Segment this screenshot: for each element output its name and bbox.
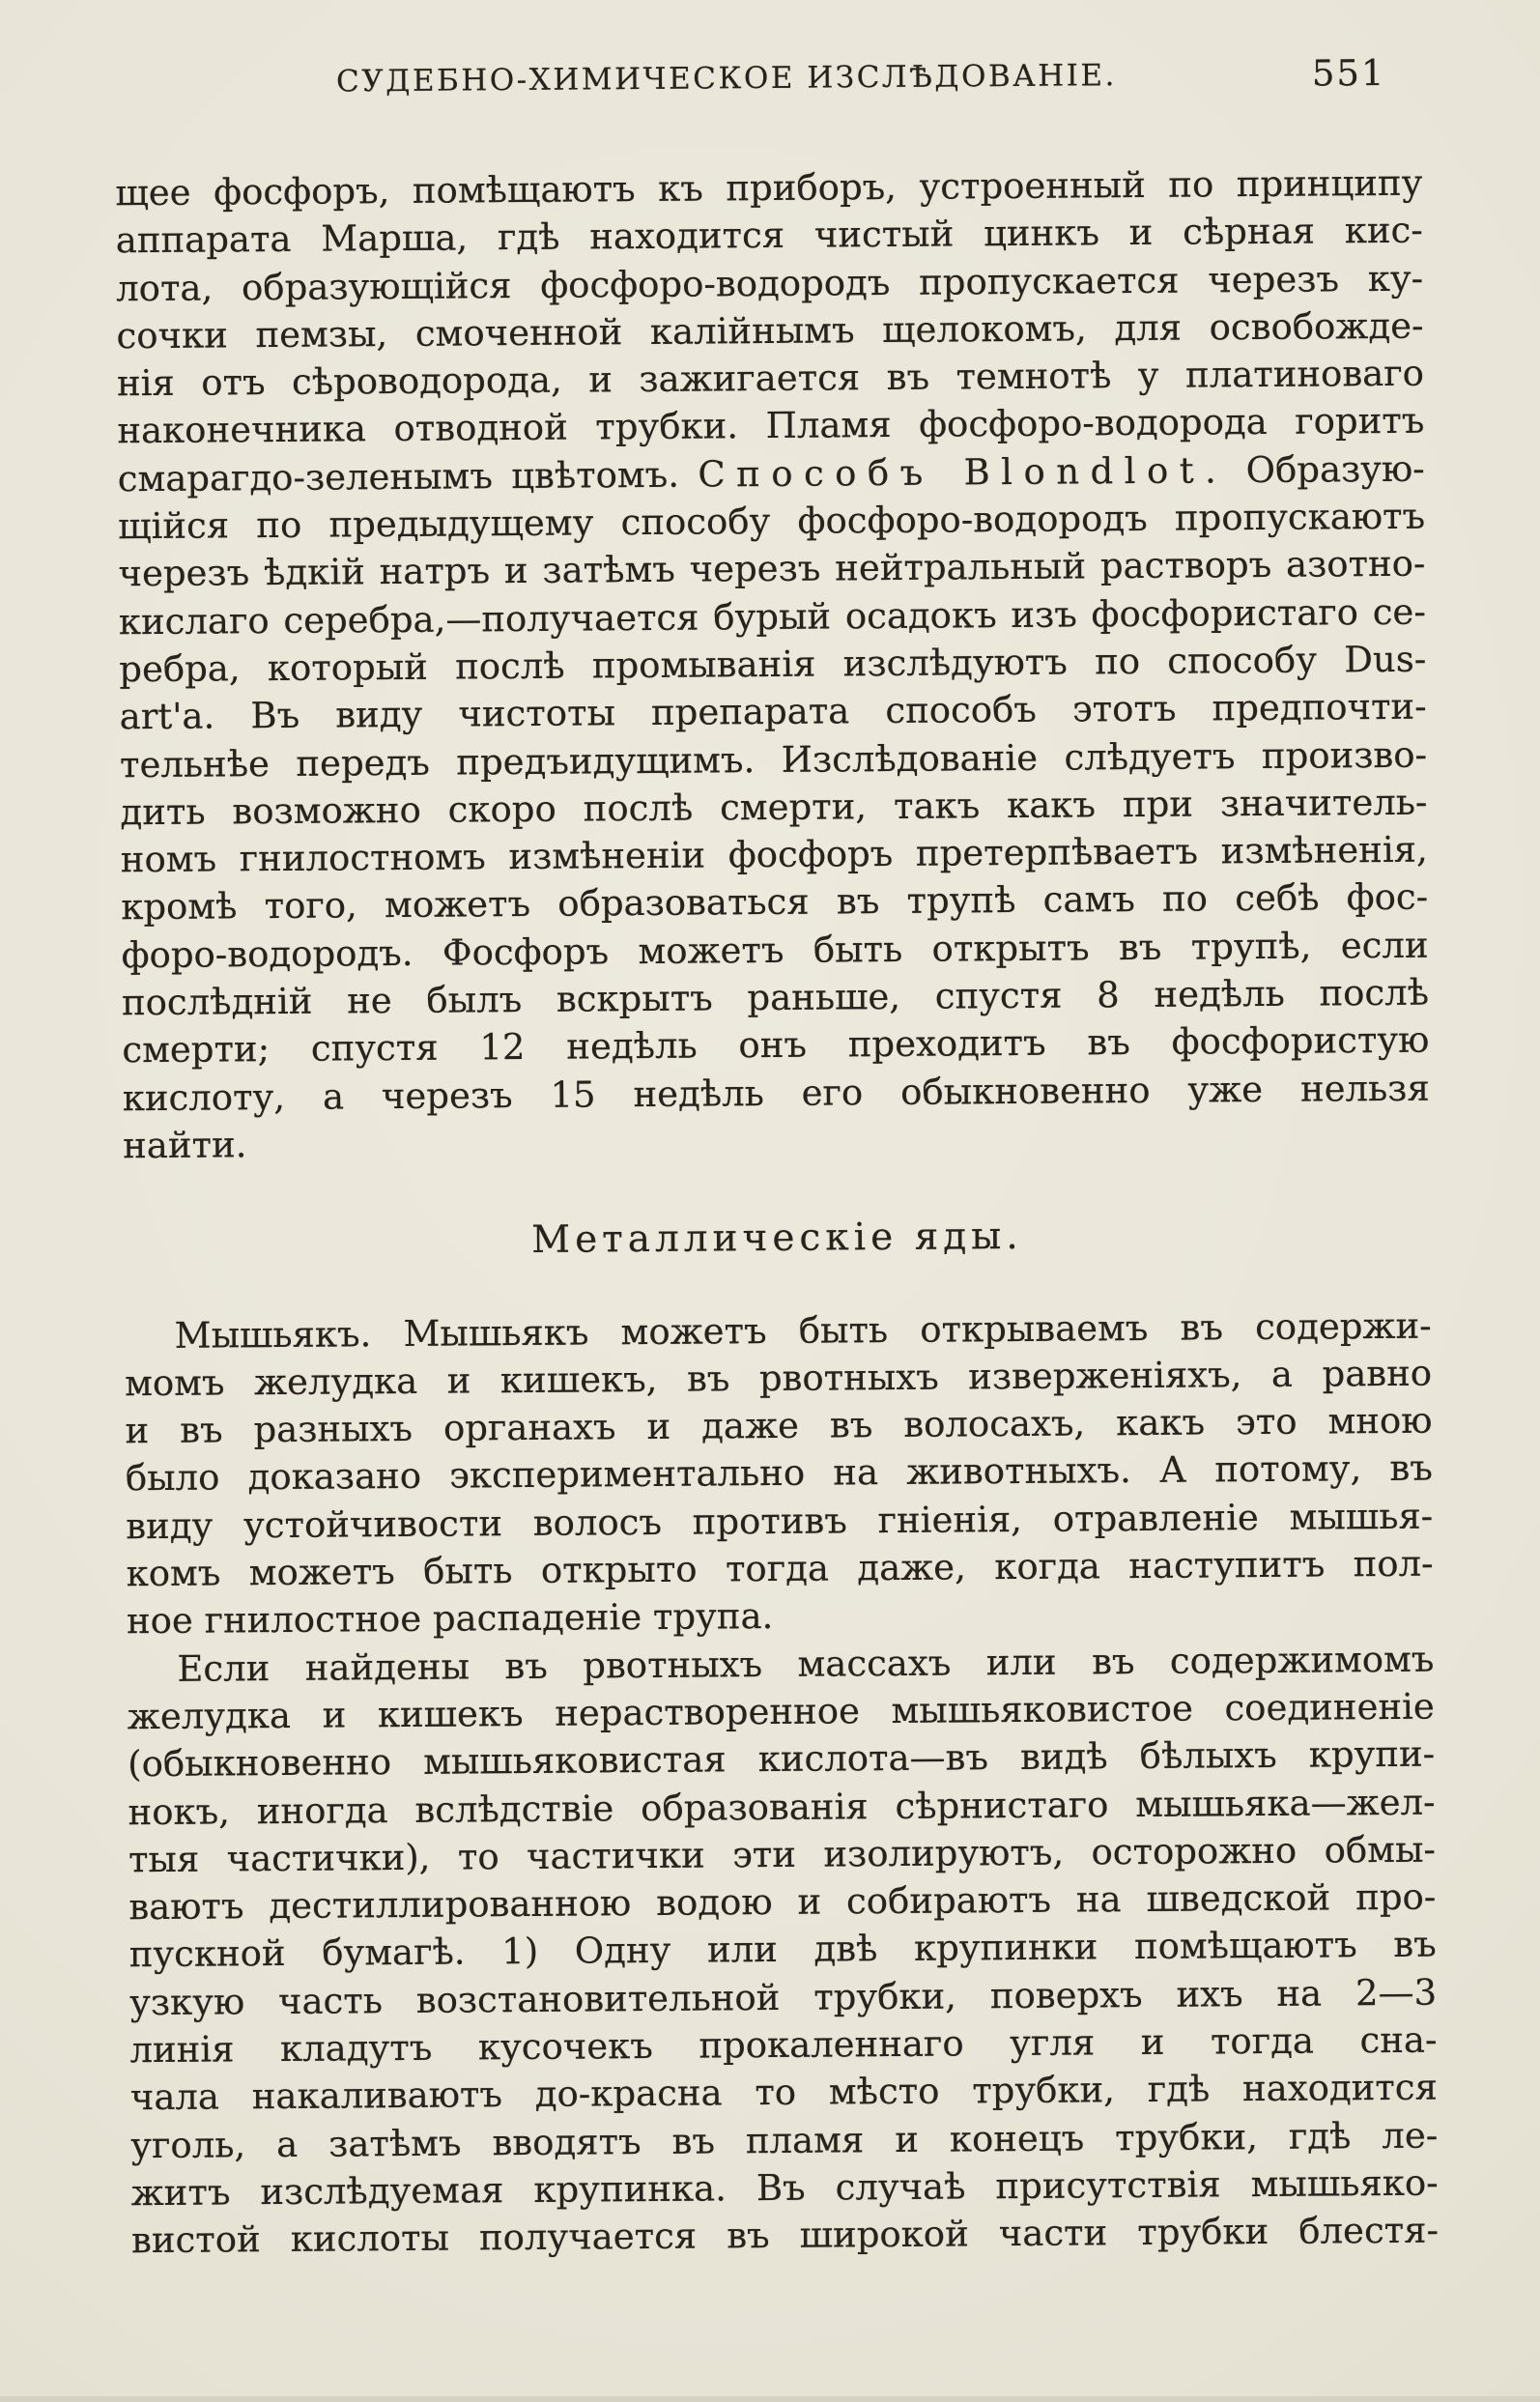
text-line: лота, образующійся фосфоро-водородъ пропускается черезъ ку- bbox=[116, 257, 1424, 309]
text-line: щее фосфоръ, помѣщаютъ къ приборъ, устроенный по принципу bbox=[115, 161, 1423, 214]
section-heading: Металлическіе яды. bbox=[531, 1215, 1023, 1263]
text-line: виду устойчивости волосъ противъ гніенія, отравленіе мышья- bbox=[126, 1495, 1434, 1547]
text-line: тыя частички), то частички эти изолируютъ, осторожно обмы- bbox=[128, 1828, 1437, 1881]
text-line: комъ можетъ быть открыто тогда даже, когда наступитъ пол- bbox=[126, 1542, 1434, 1595]
text-line: ребра, который послѣ промыванія изслѣдуютъ по способу Dus- bbox=[119, 638, 1427, 691]
text-line: вистой кислоты получается въ широкой части трубки блестя- bbox=[130, 2209, 1440, 2262]
emphasized-method-name: Способъ Blondlot. bbox=[698, 449, 1228, 496]
text-line: найти. bbox=[122, 1124, 247, 1167]
text-line: ваютъ дестиллированною водою и собираютъ на шведской про- bbox=[128, 1875, 1437, 1929]
text-line: момъ желудка и кишекъ, въ рвотныхъ изверженіяхъ, а равно bbox=[124, 1352, 1433, 1405]
text-line: смарагдо-зеленымъ цвѣтомъ. Способъ Blondlot. Образую- bbox=[117, 447, 1425, 500]
text-line: и въ разныхъ органахъ и даже въ волосахъ, какъ это мною bbox=[125, 1399, 1433, 1452]
text-line: (обыкновенно мышьяковистая кислота—въ видѣ бѣлыхъ крупи- bbox=[128, 1732, 1436, 1786]
text-line: пускной бумагѣ. 1) Одну или двѣ крупинки помѣщаютъ въ bbox=[128, 1923, 1437, 1976]
text-line: кислоту, а черезъ 15 недѣль его обыкновенно уже нельзя bbox=[122, 1067, 1430, 1119]
text-line: тельнѣе передъ предъидущимъ. Изслѣдованіе слѣдуетъ произво- bbox=[119, 733, 1428, 786]
text-line: сочки пемзы, смоченной калійнымъ щелокомъ, для освобожде- bbox=[116, 304, 1424, 357]
text-line: житъ изслѣдуемая крупинка. Въ случаѣ присутствія мышьяко- bbox=[130, 2161, 1439, 2215]
page-number: 551 bbox=[1311, 51, 1386, 95]
running-head-title: СУДЕБНО-ХИМИЧЕСКОЕ ИЗСЛѢДОВАНІЕ. bbox=[335, 58, 1118, 100]
text-line: номъ гнилостномъ измѣненіи фосфоръ претерпѣваетъ измѣненія, bbox=[120, 828, 1428, 881]
text-line: чала накаливаютъ до-красна то мѣсто трубки, гдѣ находится bbox=[129, 2066, 1439, 2119]
text-line: нокъ, иногда вслѣдствіе образованія сѣрнистаго мышьяка—жел- bbox=[128, 1781, 1436, 1833]
text-line: щійся по предыдущему способу фосфоро-водородъ пропускаютъ bbox=[117, 495, 1426, 548]
text-line: аппарата Марша, гдѣ находится чистый цинкъ и сѣрная кис- bbox=[115, 209, 1423, 262]
text-line: кислаго серебра,—получается бурый осадокъ изъ фосфористаго се- bbox=[118, 590, 1427, 643]
text-line: ное гнилостное распаденіе трупа. bbox=[126, 1595, 774, 1643]
text-line: было доказано экспериментально на животныхъ. А потому, въ bbox=[125, 1447, 1433, 1500]
text-line: нія отъ сѣроводорода, и зажигается въ темнотѣ у платиноваго bbox=[116, 352, 1425, 405]
text-line: кромѣ того, можетъ образоваться въ трупѣ самъ по себѣ фос- bbox=[121, 876, 1429, 929]
text-line: смерти; спустя 12 недѣль онъ преходитъ въ фосфористую bbox=[122, 1018, 1430, 1072]
text-line: уголь, а затѣмъ вводятъ въ пламя и конецъ трубки, гдѣ ле- bbox=[130, 2114, 1439, 2166]
text-line: дить возможно скоро послѣ смерти, такъ какъ при значитель- bbox=[120, 781, 1428, 834]
text-line: наконечника отводной трубки. Пламя фосфоро-водорода горитъ bbox=[117, 400, 1425, 452]
text-line: линія кладутъ кусочекъ прокаленнаго угля и тогда сна- bbox=[129, 2018, 1438, 2072]
text-line: Мышьякъ. Мышьякъ можетъ быть открываемъ въ содержи- bbox=[174, 1304, 1432, 1357]
text-line: Если найдены въ рвотныхъ массахъ или въ содержимомъ bbox=[177, 1638, 1435, 1690]
text-line: art'a. Въ виду чистоты препарата способъ этотъ предпочти- bbox=[119, 685, 1427, 738]
text-line: черезъ ѣдкій натръ и затѣмъ черезъ нейтральный растворъ азотно- bbox=[118, 543, 1426, 595]
text-line: узкую часть возстановительной трубки, поверхъ ихъ на 2—3 bbox=[128, 1971, 1438, 2023]
text-line: форо-водородъ. Фосфоръ можетъ быть открытъ въ трупѣ, если bbox=[121, 924, 1429, 977]
running-head bbox=[114, 49, 1421, 108]
body-text bbox=[115, 159, 1439, 2265]
text-line: желудка и кишекъ нерастворенное мышьяковистое соединеніе bbox=[127, 1685, 1435, 1738]
text-line: послѣдній не былъ вскрытъ раньше, спустя 8 недѣль послѣ bbox=[121, 971, 1430, 1024]
